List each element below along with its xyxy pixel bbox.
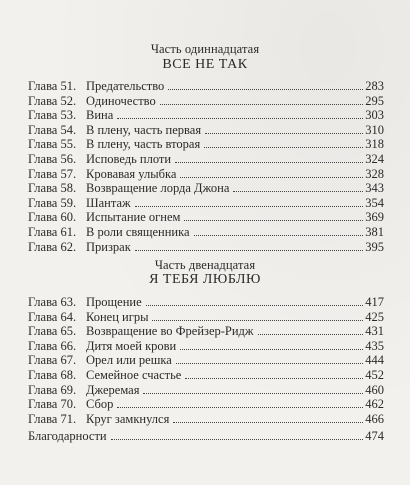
toc-row xyxy=(28,94,384,109)
leader-dots xyxy=(111,438,364,440)
chapter-number: Глава 66. xyxy=(28,338,77,353)
chapter-page: 343 xyxy=(365,181,384,196)
leader-dots xyxy=(185,377,363,379)
chapter-title: Прощение xyxy=(86,295,142,309)
leader-dots xyxy=(168,88,363,90)
chapter-title: В плену, часть первая xyxy=(86,122,202,137)
chapter-title: Исповедь плоти xyxy=(86,151,172,166)
toc-row xyxy=(28,225,384,240)
toc-row xyxy=(28,240,384,255)
chapter-page: 460 xyxy=(365,382,384,397)
chapter-title: В роли священника xyxy=(86,224,190,239)
chapter-page: 444 xyxy=(365,353,384,368)
chapter-number: Глава 62. xyxy=(28,239,77,254)
part-12-label: Часть двенадцатая xyxy=(154,258,256,272)
chapter-title: Испытание огнем xyxy=(86,210,181,225)
acknowledgements-page: 474 xyxy=(365,429,384,443)
toc-row xyxy=(28,368,384,383)
toc-row xyxy=(28,324,384,339)
chapter-page: 425 xyxy=(365,309,384,324)
leader-dots xyxy=(180,176,363,178)
leader-dots xyxy=(146,304,364,306)
acknowledgements-title: Благодарности xyxy=(28,429,107,443)
chapter-title: Вина xyxy=(86,108,114,123)
toc-row xyxy=(28,167,384,182)
leader-dots xyxy=(184,219,363,221)
part-11-name: ВСЕ НЕ ТАК xyxy=(162,57,248,72)
toc-row xyxy=(28,353,384,368)
chapter-number: Глава 70. xyxy=(28,397,77,412)
chapter-number: Глава 55. xyxy=(28,137,77,152)
leader-dots xyxy=(180,348,363,350)
toc-row xyxy=(28,210,384,225)
toc-row xyxy=(28,152,384,167)
chapter-title: Орел или решка xyxy=(86,353,172,368)
leader-dots xyxy=(117,406,363,408)
leader-dots xyxy=(205,132,363,134)
chapter-number: Глава 61. xyxy=(28,224,77,239)
toc-row xyxy=(28,79,384,94)
chapter-page: 354 xyxy=(365,195,384,210)
chapter-number: Глава 57. xyxy=(28,166,77,181)
chapter-page: 303 xyxy=(365,108,384,123)
chapter-title: Семейное счастье xyxy=(86,367,182,382)
chapter-number: Глава 58. xyxy=(28,181,77,196)
chapter-number: Глава 65. xyxy=(28,324,77,339)
chapter-title: Круг замкнулся xyxy=(86,411,170,426)
toc-row xyxy=(28,310,384,325)
toc-row xyxy=(28,108,384,123)
toc-row xyxy=(28,339,384,354)
toc-row xyxy=(28,123,384,138)
leader-dots xyxy=(176,362,363,364)
chapter-title: Возвращение во Фрейзер-Ридж xyxy=(86,324,254,339)
toc-row xyxy=(28,181,384,196)
chapter-number: Глава 60. xyxy=(28,210,77,225)
chapter-number: Глава 52. xyxy=(28,93,77,108)
chapter-page: 381 xyxy=(365,224,384,239)
leader-dots xyxy=(204,146,363,148)
chapter-number: Глава 51. xyxy=(28,79,77,93)
chapter-title: Возвращение лорда Джона xyxy=(86,181,230,196)
chapter-number: Глава 54. xyxy=(28,122,77,137)
chapter-page: 283 xyxy=(365,79,384,93)
leader-dots xyxy=(135,249,363,251)
part-11-label: Часть одиннадцатая xyxy=(150,42,260,56)
leader-dots xyxy=(173,421,363,423)
chapter-page: 318 xyxy=(365,137,384,152)
chapter-page: 310 xyxy=(365,122,384,137)
chapter-title: Дитя моей крови xyxy=(86,338,177,353)
leader-dots xyxy=(175,161,363,163)
part-12-name: Я ТЕБЯ ЛЮБЛЮ xyxy=(149,272,261,287)
leader-dots xyxy=(143,392,363,394)
toc-row xyxy=(28,397,384,412)
chapter-number: Глава 71. xyxy=(28,411,77,426)
chapter-page: 431 xyxy=(365,324,384,339)
leader-dots xyxy=(152,319,363,321)
chapter-page: 462 xyxy=(365,397,384,412)
chapter-number: Глава 69. xyxy=(28,382,77,397)
chapter-page: 369 xyxy=(365,210,384,225)
leader-dots xyxy=(117,117,363,119)
chapter-title: Шантаж xyxy=(86,195,131,210)
chapter-number: Глава 64. xyxy=(28,309,77,324)
chapter-title: Джеремая xyxy=(86,382,140,397)
toc-row xyxy=(28,429,384,444)
toc-row xyxy=(28,196,384,211)
chapter-page: 417 xyxy=(365,295,384,309)
chapter-page: 328 xyxy=(365,166,384,181)
chapter-title: Сбор xyxy=(86,397,114,412)
toc-row xyxy=(28,137,384,152)
chapter-page: 324 xyxy=(365,151,384,166)
chapter-title: Конец игры xyxy=(86,309,149,324)
leader-dots xyxy=(233,190,363,192)
chapter-number: Глава 68. xyxy=(28,367,77,382)
chapter-title: Одиночество xyxy=(86,93,156,108)
chapter-title: Кровавая улыбка xyxy=(86,166,177,181)
chapter-number: Глава 56. xyxy=(28,151,77,166)
chapter-number: Глава 67. xyxy=(28,353,77,368)
chapter-title: Предательство xyxy=(86,79,165,93)
leader-dots xyxy=(160,103,363,105)
leader-dots xyxy=(135,205,364,207)
chapter-page: 466 xyxy=(365,411,384,426)
chapter-number: Глава 63. xyxy=(28,295,77,309)
chapter-title: В плену, часть вторая xyxy=(86,137,201,152)
part-11-toc xyxy=(28,79,384,254)
leader-dots xyxy=(194,234,364,236)
chapter-number: Глава 53. xyxy=(28,108,77,123)
toc-row xyxy=(28,412,384,427)
leader-dots xyxy=(258,333,364,335)
chapter-page: 395 xyxy=(365,239,384,254)
chapter-page: 295 xyxy=(365,93,384,108)
chapter-page: 452 xyxy=(365,367,384,382)
toc-row xyxy=(28,383,384,398)
acknowledgements-entry xyxy=(28,429,384,444)
toc-row xyxy=(28,295,384,310)
part-12-toc xyxy=(28,295,384,426)
chapter-number: Глава 59. xyxy=(28,195,77,210)
chapter-title: Призрак xyxy=(86,239,131,254)
chapter-page: 435 xyxy=(365,338,384,353)
